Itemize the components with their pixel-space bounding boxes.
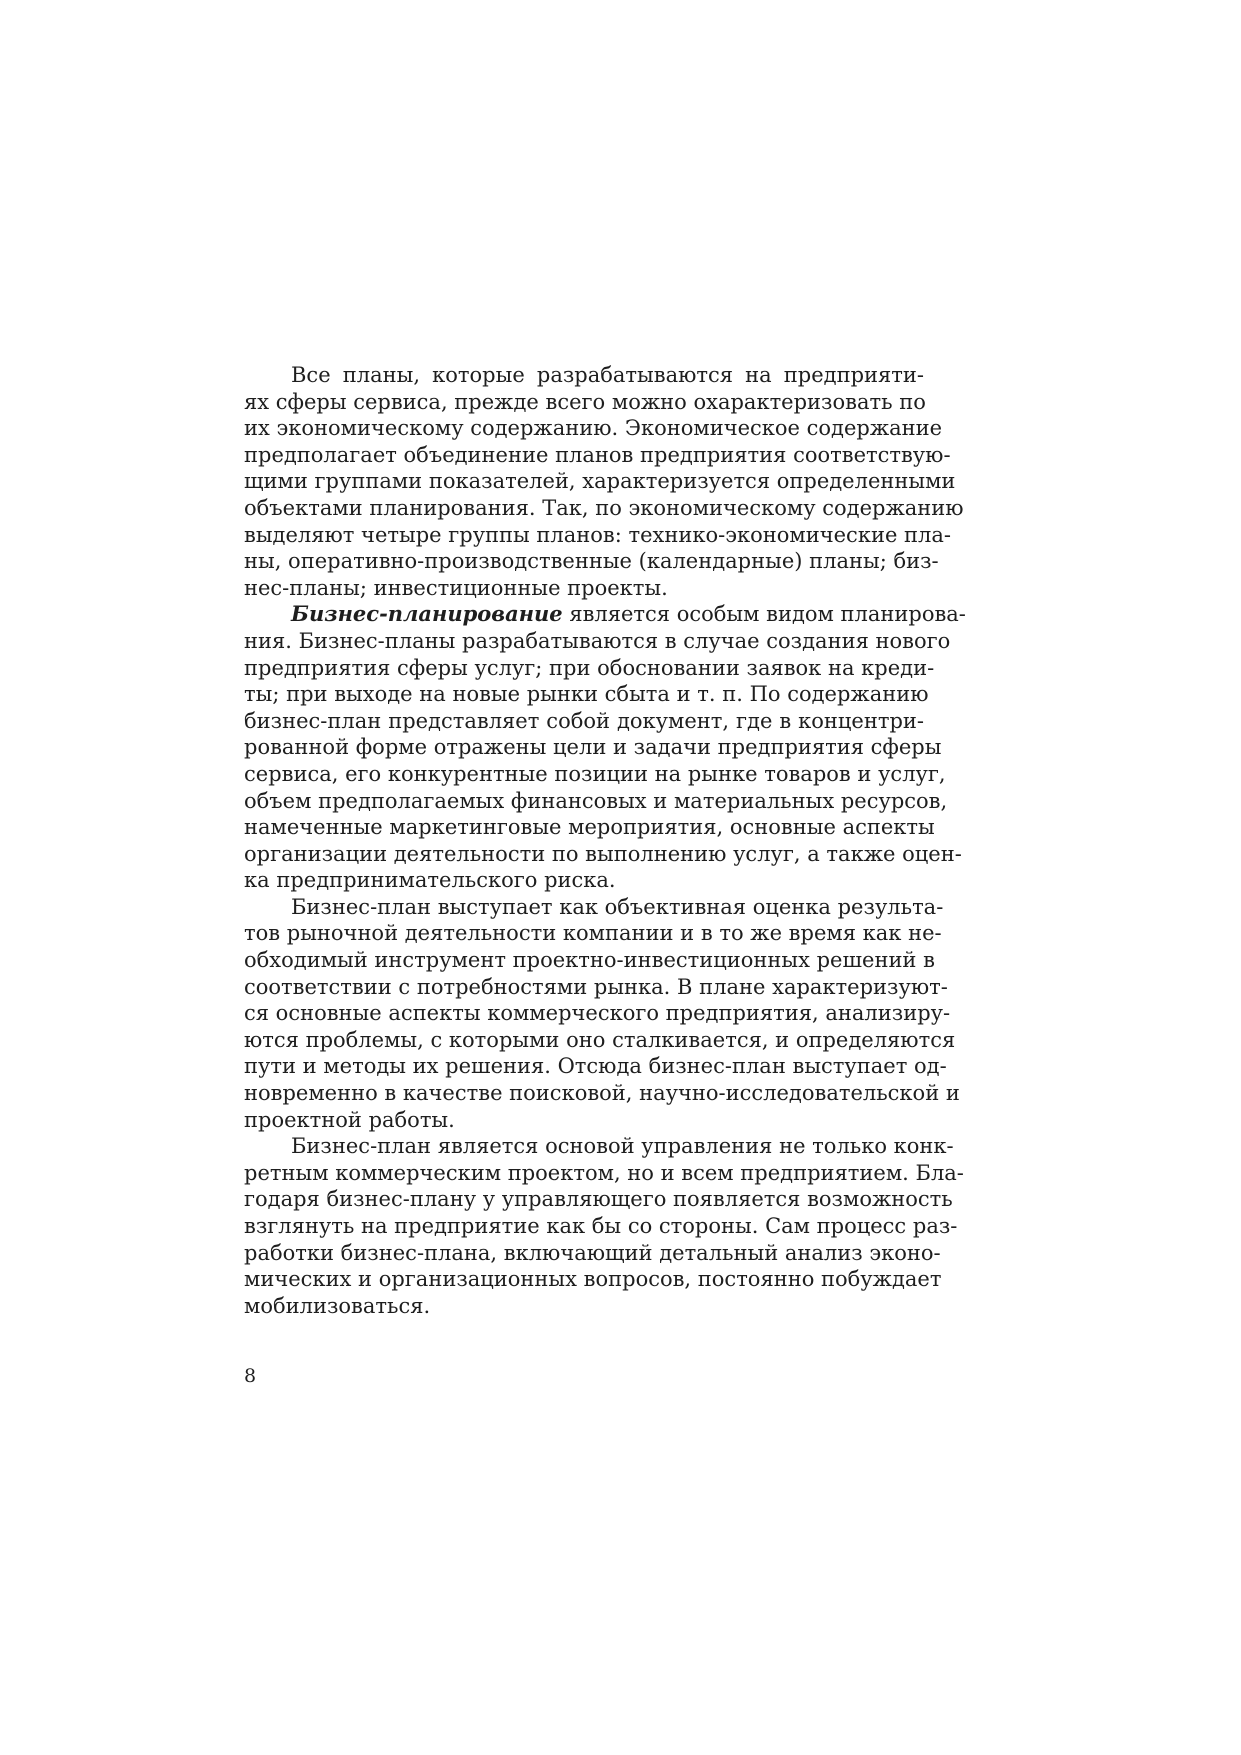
text-line: ретным коммерческим проектом, но и всем предприятием. Бла- [244,1160,964,1185]
text-line: новременно в качестве поисковой, научно-исследовательской и [244,1081,960,1106]
text-line: объектами планирования. Так, по экономическому содержанию [244,495,964,520]
text-line: нес-планы; инвестиционные проекты. [244,575,668,600]
text-line: намеченные маркетинговые мероприятия, основные аспекты [244,815,935,840]
text-line: ся основные аспекты коммерческого предприятия, анализиру- [244,1001,951,1026]
text-line: годаря бизнес-плану у управляющего появляется возможность [244,1187,953,1212]
text-line: предприятия сферы услуг; при обосновании заявок на креди- [244,655,935,680]
body-text [244,362,966,1319]
text-line: ка предпринимательского риска. [244,868,616,893]
text-line: пути и методы их решения. Отсюда бизнес-план выступает од- [244,1054,947,1079]
paragraph [244,894,960,1133]
page-number: 8 [244,1365,257,1387]
text-line: ются проблемы, с которыми оно сталкивается, и определяются [244,1027,956,1052]
defined-term: Бизнес-планирование [291,601,563,627]
text-line: тов рыночной деятельности компании и в то же время как не- [244,921,942,946]
text-line: проектной работы. [244,1107,455,1132]
text-line: выделяют четыре группы планов: технико-экономические пла- [244,522,951,547]
text-line: Бизнес-план является основой управления не только конк- [291,1134,954,1159]
text-line: Бизнес-план выступает как объективная оценка результа- [291,894,944,919]
text-line: объем предполагаемых финансовых и материальных ресурсов, [244,788,948,813]
text-line: ты; при выходе на новые рынки сбыта и т. п. По содержанию [244,682,929,707]
text-line: их экономическому содержанию. Экономическое содержание [244,416,943,441]
text-line [244,601,966,628]
text-line: рованной форме отражены цели и задачи предприятия сферы [244,735,942,760]
text-line: ния. Бизнес-планы разрабатываются в случае создания нового [244,628,951,653]
text-line: предполагает объединение планов предприятия соответствую- [244,442,951,467]
text-line: взглянуть на предприятие как бы со стороны. Сам процесс раз- [244,1214,958,1238]
text-line: ны, оперативно-производственные (календарные) планы; биз- [244,549,939,574]
text-fragment: является особым видом планирова- [562,602,966,627]
text-line: ях сферы сервиса, прежде всего можно охарактеризовать по [244,389,926,414]
text-line: мических и организационных вопросов, постоянно побуждает [244,1267,942,1292]
text-line: обходимый инструмент проектно-инвестиционных решений в [244,948,935,973]
text-line: соответствии с потребностями рынка. В плане характеризуют- [244,974,948,999]
text-line: щими группами показателей, характеризуется определенными [244,469,956,494]
text-line: организации деятельности по выполнению услуг, а также оцен- [244,841,962,866]
paragraph [244,601,966,894]
paragraph [244,362,964,601]
paragraph [244,1133,964,1319]
text-line: мобилизоваться. [244,1293,431,1318]
text-line: сервиса, его конкурентные позиции на рынке товаров и услуг, [244,761,946,786]
text-line: бизнес-план представляет собой документ, где в концентри- [244,708,924,733]
text-line: работки бизнес-плана, включающий детальный анализ эконо- [244,1240,941,1265]
text-line: Все планы, которые разрабатываются на предприяти- [291,363,924,387]
